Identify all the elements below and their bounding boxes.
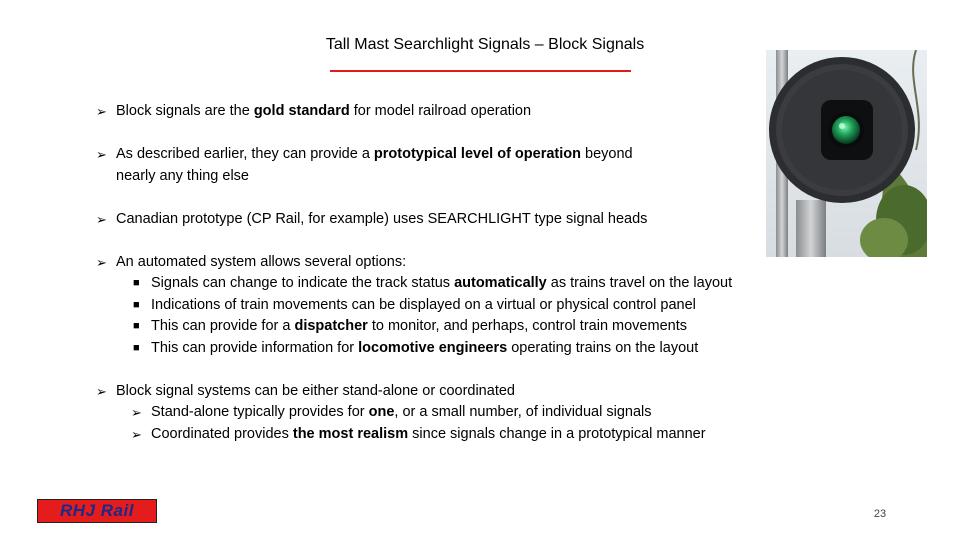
title-underline — [330, 70, 631, 72]
text-segment: Signals can change to indicate the track status — [151, 275, 455, 291]
bullet-item — [96, 101, 816, 123]
text-segment: As described earlier, they can provide a — [116, 146, 374, 162]
searchlight-signal-photo — [766, 50, 927, 257]
bullet-item — [96, 381, 816, 403]
text-segment: This can provide information for — [151, 339, 359, 356]
sub-bullet-item — [96, 295, 816, 317]
bullet-list — [96, 101, 816, 445]
text-segment: , or a small number, of individual signals — [394, 404, 652, 420]
bold-text: one — [368, 404, 395, 420]
bold-text: the most realism — [292, 425, 409, 442]
text-segment: as trains travel on the layout — [546, 275, 733, 291]
bullet-gap — [96, 123, 816, 145]
signal-photo-icon — [766, 50, 927, 257]
arrow-bullet-icon: ➢ — [131, 405, 142, 420]
text-segment: for model railroad operation — [349, 103, 532, 119]
square-bullet-icon: ■ — [133, 298, 140, 311]
text-segment: Canadian prototype (CP Rail, for example) uses SEARCHLIGHT type signal heads — [116, 210, 648, 227]
sub-bullet-item — [96, 316, 816, 338]
arrow-bullet-icon: ➢ — [96, 147, 107, 162]
text-segment: Block signal systems can be either stand-alone or coordinated — [116, 382, 515, 399]
arrow-bullet-icon: ➢ — [96, 211, 107, 227]
bullet-continuation: nearly any thing else — [116, 167, 249, 184]
bold-text: locomotive engineers — [358, 339, 508, 356]
page-number: 23 — [873, 508, 887, 520]
sub-bullet-item — [96, 338, 816, 360]
bold-text: gold standard — [253, 103, 350, 119]
text-segment: operating trains on the layout — [507, 339, 699, 356]
bold-text: dispatcher — [294, 318, 368, 334]
text-segment: beyond — [580, 146, 633, 162]
bold-text: prototypical level of operation — [373, 146, 581, 162]
bullet-item — [96, 252, 816, 274]
sub-bullet-item — [96, 402, 816, 424]
text-segment: Stand-alone typically provides for — [151, 404, 369, 420]
bold-text: automatically — [454, 275, 547, 291]
text-segment: Indications of train movements can be displayed on a virtual or physical control panel — [151, 296, 696, 313]
text-segment: An automated system allows several options: — [116, 253, 407, 270]
text-segment: Coordinated provides — [151, 425, 293, 442]
bullet-gap — [96, 230, 816, 252]
bullet-item — [96, 144, 816, 187]
text-segment: This can provide for a — [151, 318, 295, 334]
square-bullet-icon: ■ — [133, 341, 140, 354]
bullet-gap — [96, 187, 816, 209]
bullet-gap — [96, 359, 816, 381]
square-bullet-icon: ■ — [133, 320, 140, 332]
logo-text: RHJ Rail — [60, 501, 134, 520]
bullet-item — [96, 209, 816, 231]
arrow-bullet-icon: ➢ — [131, 426, 142, 442]
rhj-rail-logo — [37, 499, 157, 523]
sub-bullet-item — [96, 273, 816, 295]
sub-bullet-item — [96, 424, 816, 446]
text-segment: since signals change in a prototypical manner — [408, 425, 706, 442]
slide-title: Tall Mast Searchlight Signals – Block Signals — [325, 36, 645, 53]
arrow-bullet-icon: ➢ — [96, 383, 107, 399]
text-segment: Block signals are the — [116, 103, 254, 119]
arrow-bullet-icon: ➢ — [96, 254, 107, 270]
arrow-bullet-icon: ➢ — [96, 104, 107, 119]
text-segment: to monitor, and perhaps, control train movements — [367, 318, 687, 334]
square-bullet-icon: ■ — [133, 277, 140, 289]
